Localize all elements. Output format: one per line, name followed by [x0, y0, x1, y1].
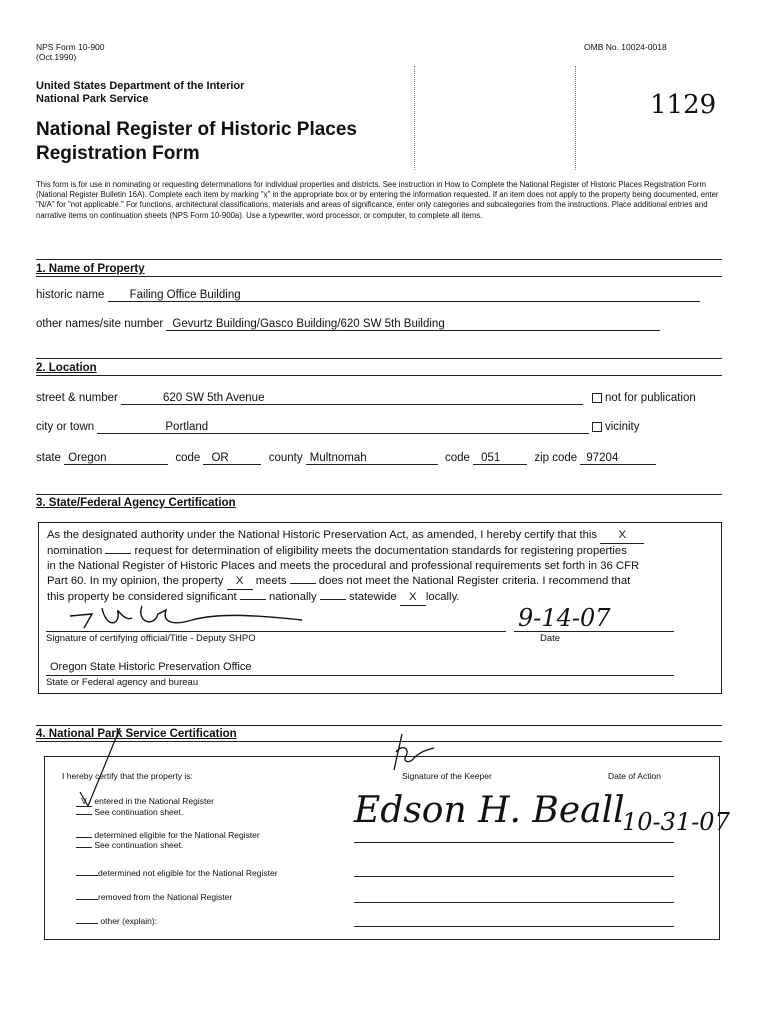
code-label: code	[175, 452, 201, 464]
cert-line5-c: statewide	[348, 591, 397, 603]
county-code-field[interactable]: 051	[473, 452, 527, 465]
cert-local-mark[interactable]: X	[400, 590, 426, 606]
cert-request-mark[interactable]	[105, 553, 131, 554]
street-label: street & number	[36, 392, 118, 404]
option-not-eligible	[76, 868, 278, 878]
cert-line5-a: this property be considered significant	[47, 591, 237, 603]
vicinity-label: vicinity	[605, 421, 640, 433]
form-number: NPS Form 10-900	[36, 42, 105, 52]
office-name: Oregon State Historic Preservation Office	[50, 661, 252, 673]
date-label: Date	[540, 633, 561, 644]
state-field[interactable]: Oregon	[64, 452, 168, 465]
historic-name-field[interactable]: Failing Office Building	[108, 289, 700, 302]
agency-label: State or Federal agency and bureau	[46, 677, 199, 688]
cert-line4-c: does not meet the National Register criteria. I recommend that	[318, 575, 631, 587]
not-for-publication[interactable]	[592, 392, 696, 404]
section3-heading: 3. State/Federal Agency Certification	[36, 497, 236, 509]
action-date-label: Date of Action	[608, 771, 661, 781]
department: United States Department of the Interior	[36, 80, 245, 92]
cont1-mark[interactable]	[76, 814, 92, 815]
cert-line5-b: nationally	[268, 591, 317, 603]
other-mark[interactable]	[76, 923, 98, 924]
instructions: This form is for use in nominating or requesting determinations for individual properties and districts. See instruction in How to Complete the National Register of Historic Places Registration Form (National Register Bulletin 16A). Complete each item by marking "x" in the appropriate box or by entering the information requested. If an item does not apply to the property being documented, enter "N/A" for "not applicable." For functions, architectural classifications, materials and areas of significance, enter only categories and subcategories from the instructions. Place additional entries and narrative items on continuation sheets (NPS Form 10-900a). Use a typewriter, word processor, or computer, to complete all items.	[36, 180, 719, 220]
street-row	[36, 392, 583, 405]
handwritten-number: 1129	[650, 90, 717, 120]
historic-name-row	[36, 289, 700, 302]
section4-heading: 4. National Park Service Certification	[36, 728, 237, 740]
entered-mark[interactable]: V	[76, 796, 92, 807]
historic-name-label: historic name	[36, 289, 105, 301]
option-other	[76, 916, 157, 926]
city-label: city or town	[36, 421, 95, 433]
state-row	[36, 452, 656, 465]
cert-line5-d: locally.	[425, 591, 460, 603]
keeper-signature: Edson H. Beall	[354, 790, 625, 831]
removed-mark[interactable]	[76, 899, 98, 900]
cert-line4-b: meets	[255, 575, 287, 587]
cert-line4-a: Part 60. In my opinion, the property	[47, 575, 224, 587]
service: National Park Service	[36, 93, 149, 105]
cert-not-meet-mark[interactable]	[290, 583, 316, 584]
zip-field[interactable]: 97204	[580, 452, 656, 465]
county-field[interactable]: Multnomah	[306, 452, 438, 465]
eligible-mark[interactable]	[76, 837, 92, 838]
keeper-action-date: 10-31-07	[622, 808, 730, 836]
cert-line3: in the National Register of Historic Places and meets the procedural and professional requirements set forth in 36 CFR	[47, 560, 640, 572]
cert-meets-mark[interactable]: X	[227, 574, 253, 590]
cert-line1: As the designated authority under the National Historic Preservation Act, as amended, I hereby certify that this	[47, 529, 598, 541]
county-label: county	[268, 452, 303, 464]
cert-line2-a: nomination	[47, 545, 103, 557]
cert-line2-b: request for determination of eligibility meets the documentation standards for registering properties	[134, 545, 627, 557]
keeper-initials	[380, 730, 440, 790]
removed-label: removed from the National Register	[98, 892, 233, 902]
zip-label: zip code	[534, 452, 578, 464]
option-removed	[76, 892, 232, 902]
vicinity-checkbox[interactable]	[592, 422, 602, 432]
page-title: National Register of Historic Places	[36, 119, 357, 140]
section1-heading: 1. Name of Property	[36, 263, 145, 275]
eligible-label: determined eligible for the National Register	[94, 830, 260, 840]
certify-text: I hereby certify that the property is:	[62, 771, 193, 781]
other-names-label: other names/site number	[36, 318, 164, 330]
city-field[interactable]: Portland	[97, 421, 589, 434]
city-row	[36, 421, 589, 434]
entered-label: entered in the National Register	[94, 796, 214, 806]
omb-number: OMB No. 10024-0018	[584, 42, 667, 52]
not-eligible-label: determined not eligible for the National Register	[98, 868, 278, 878]
cont2-label: See continuation sheet.	[94, 840, 184, 850]
page-subtitle: Registration Form	[36, 143, 200, 164]
section2-heading: 2. Location	[36, 362, 97, 374]
vicinity[interactable]	[592, 421, 640, 433]
received-stamp	[414, 66, 576, 170]
cont1-label: See continuation sheet.	[94, 807, 184, 817]
state-label: state	[36, 452, 61, 464]
option-eligible	[76, 830, 260, 850]
signature-label: Signature of certifying official/Title - Deputy SHPO	[46, 633, 256, 644]
form-date: (Oct.1990)	[36, 52, 77, 62]
state-code-field[interactable]: OR	[203, 452, 261, 465]
street-field[interactable]: 620 SW 5th Avenue	[121, 392, 583, 405]
shpo-signature	[62, 598, 322, 632]
cert-nomination-mark[interactable]: X	[600, 528, 644, 544]
not-eligible-mark[interactable]	[76, 875, 98, 876]
not-for-publication-checkbox[interactable]	[592, 393, 602, 403]
cont2-mark[interactable]	[76, 847, 92, 848]
shpo-date: 9-14-07	[518, 604, 611, 632]
other-names-row	[36, 318, 660, 331]
check-stroke	[74, 726, 124, 810]
other-label: other (explain):	[100, 916, 158, 926]
other-names-field[interactable]: Gevurtz Building/Gasco Building/620 SW 5th Building	[166, 318, 660, 331]
keeper-label: Signature of the Keeper	[402, 771, 492, 781]
cert-statewide-mark[interactable]	[320, 599, 346, 600]
not-for-publication-label: not for publication	[605, 392, 696, 404]
county-code-label: code	[444, 452, 470, 464]
certification-text	[47, 528, 644, 606]
